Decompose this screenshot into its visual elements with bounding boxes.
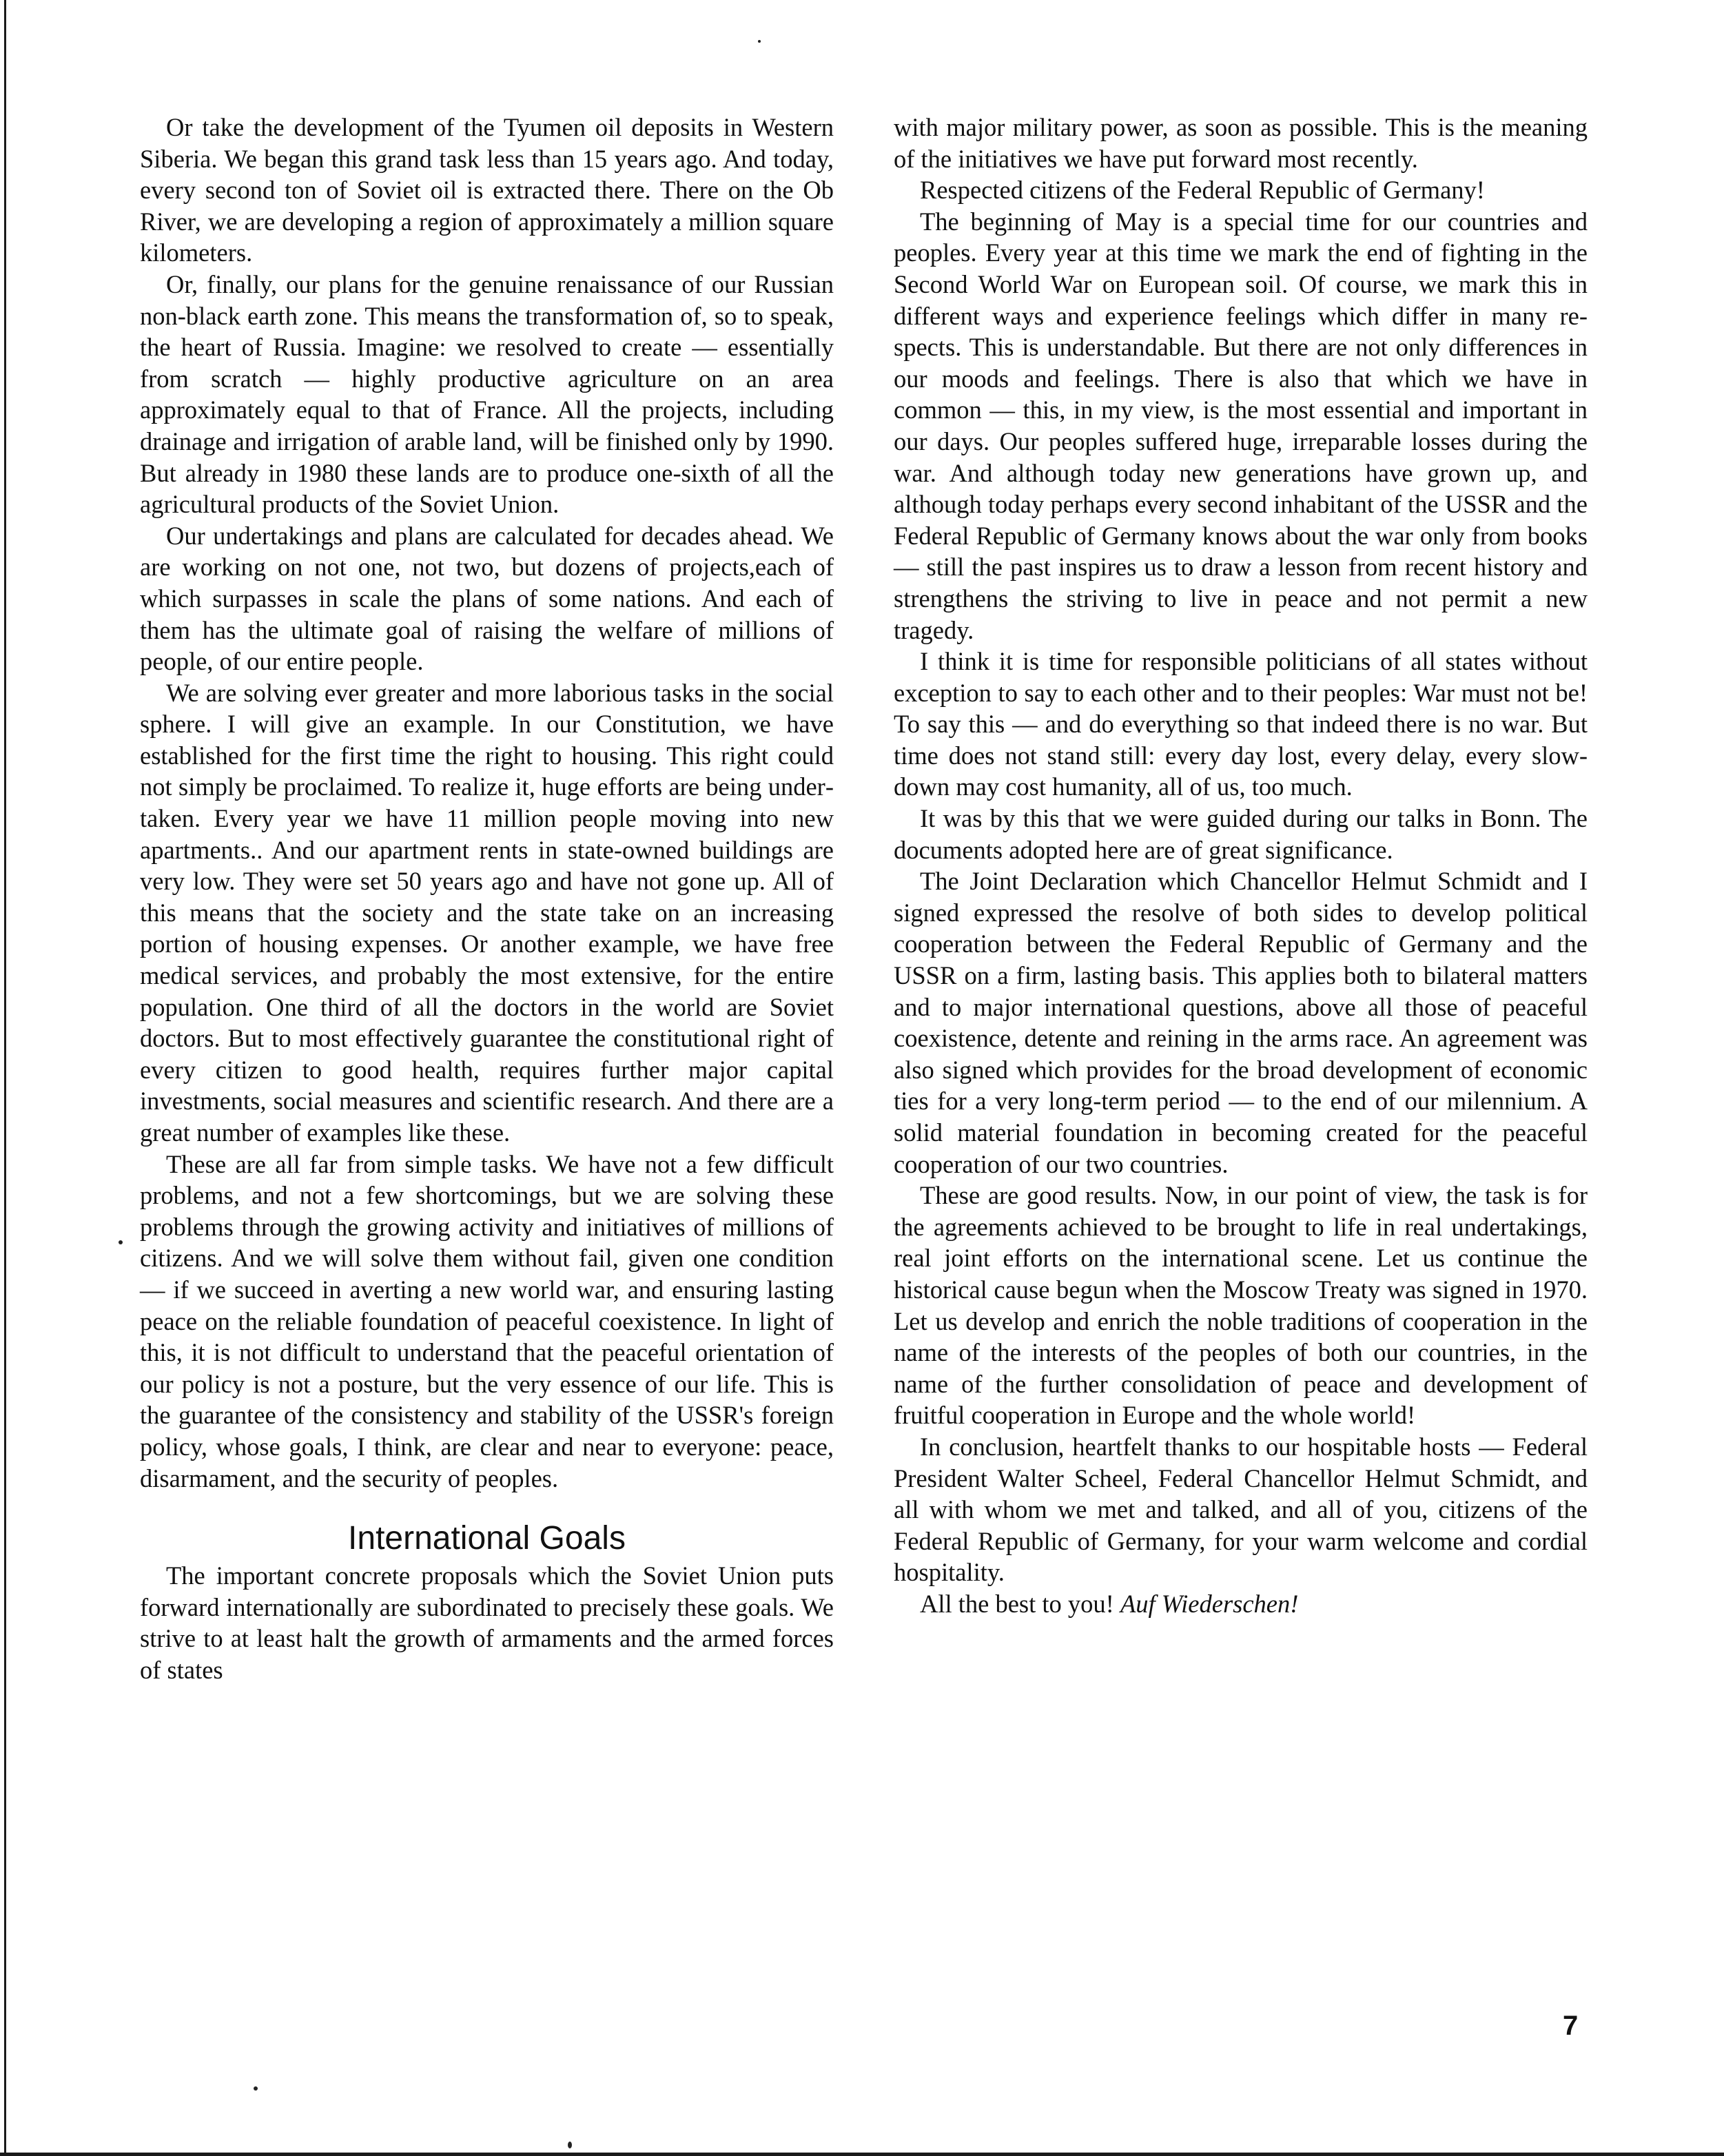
paragraph: We are solving ever greater and more laborious tasks in the social sphere. I will give an example. In our Constitution, we have established for the first time the right to housing. This right could not simply be proclaimed. To realize it, huge efforts are being undertaken. Every year we have 11 million people moving into new apartments.. And our apartment rents in state-owned buildings are very low. They were set 50 years ago and have not gone up. All of this means that the society and the state take on an increasing portion of housing expenses. Or another example, we have free medical services, and probably the most extensive, for the entire population. One third of all the doctors in the world are Soviet doctors. But to most effectively guarantee the constitutional right of every citizen to good health, requires further major capital investments, social measures and scientific research. And there are a great number of examples like these. xyxy=(140,678,834,1147)
paragraph: These are all far from simple tasks. We have not a few difficult problems, and not a few shortcomings, but we are solving these problems through the growing activity and initiatives of millions of citizens. And we will solve them without fail, given one condition — if we succeed in averting a new world war, and ensuring lasting peace on the reliable foundation of peaceful coexistence. In light of this, it is not difficult to understand that the peaceful orientation of our policy is not a posture, but the very essence of our life. This is the guarantee of the consistency and stability of the USSR's foreign policy, whose goals, I think, are clear and near to everyone: peace, disarmament, and the security of peoples. xyxy=(140,1149,834,1492)
paragraph: The important concrete proposals which the Soviet Union puts forward internationally are subordinated to precisely these goals. We strive to at least halt the growth of armaments and the armed forces of states xyxy=(140,1561,834,1684)
paragraph: The beginning of May is a special time for our countries and peoples. Every year at this time we mark the end of fighting in the Second World War on European soil. Of course, we mark this in different ways and experience feelings which differ in many respects. This is understandable. But there are not only differences in our moods and feelings. There is also that which we have in common — this, in my view, is the most essential and important in our days. Our peoples suffered huge, irreparable losses during the war. And although today new generations have grown up, and although today perhaps every second inhabitant of the USSR and the Federal Republic of Germany knows about the war only from books — still the past inspires us to draw a lesson from recent history and strengthens the striving to live in peace and not permit a new tragedy. xyxy=(894,207,1588,644)
paragraph: It was by this that we were guided during our talks in Bonn. The documents adopted here are of great significance. xyxy=(894,804,1588,864)
paragraph: The Joint Declaration which Chancellor Helmut Schmidt and I signed expressed the resolve of both sides to develop political cooperation between the Federal Republic of Germany and the USSR on a firm, lasting basis. This applies both to bilateral matters and to major international questions, above all those of peaceful coexistence, detente and reining in the arms race. An agreement was also signed which provides for the broad development of economic ties for a very long-term period — to the end of our milennium. A solid material foundation in becoming created for the peaceful cooperation of our two countries. xyxy=(894,867,1588,1178)
closing-line xyxy=(894,1588,1588,1620)
section-heading: International Goals xyxy=(348,1520,626,1557)
paragraph: Or, finally, our plans for the genuine renaissance of our Russian non-black earth zone. This means the transformation of, so to speak, the heart of Russia. Imagine: we resolved to create — essentially from scratch — highly productive agriculture on an area approximately equal to that of France. All the projects, including drainage and irrigation of arable land, will be finished only by 1990. But already in 1980 these lands are to produce one-sixth of all the agricultural products of the Soviet Union. xyxy=(140,269,834,519)
page-number: 7 xyxy=(1563,2011,1579,2041)
closing-text: All the best to you! xyxy=(920,1589,1120,1618)
scan-speck xyxy=(119,1240,123,1244)
paragraph: with major military power, as soon as possible. This is the meaning of the initiatives we have put forward most recently. xyxy=(894,113,1588,173)
paragraph: Our undertakings and plans are calculated for decades ahead. We are working on not one, not two, but dozens of projects,each of which surpasses in scale the plans of some nations. And each of them has the ultimate goal of raising the welfare of millions of people, of our entire people. xyxy=(140,521,834,676)
closing-farewell: Auf Wiederschen! xyxy=(1120,1589,1299,1618)
left-column xyxy=(140,112,834,1686)
scan-speck xyxy=(254,2086,258,2091)
paragraph: In conclusion, heartfelt thanks to our hospitable hosts — Federal President Walter Scheel, Federal Chancellor Helmut Schmidt, and all with whom we met and talked, and all of you, citizens of the Federal Republic of Germany, for your warm welcome and cordial hospitality. xyxy=(894,1432,1588,1587)
right-column xyxy=(894,112,1588,1620)
paragraph: Respected citizens of the Federal Republic of Germany! xyxy=(920,176,1485,205)
paragraph: I think it is time for responsible politicians of all states without exception to say to each other and to their peoples: War must not be! To say this — and do everything so that indeed there is no war. But time does not stand still: every day lost, every delay, every slow-down may cost humanity, all of us, too much. xyxy=(894,647,1588,801)
paragraph: Or take the development of the Tyumen oil deposits in Western Siberia. We began this grand task less than 15 years ago. And today, every second ton of Soviet oil is extracted there. There on the Ob River, we are developing a region of approximately a million square kilometers. xyxy=(140,113,834,267)
paragraph: These are good results. Now, in our point of view, the task is for the agreements achieved to be brought to life in real undertakings, real joint efforts on the international scene. Let us continue the historical cause begun when the Moscow Treaty was signed in 1970. Let us develop and enrich the noble traditions of cooperation in the name of the interests of the peoples of both our countries, in the name of the further consolidation of peace and development of fruitful cooperation in Europe and the whole world! xyxy=(894,1181,1588,1430)
page-edge-bottom xyxy=(0,2153,1724,2156)
page-edge-left xyxy=(4,0,6,2156)
scan-speck xyxy=(758,40,761,43)
scan-speck xyxy=(568,2142,572,2148)
